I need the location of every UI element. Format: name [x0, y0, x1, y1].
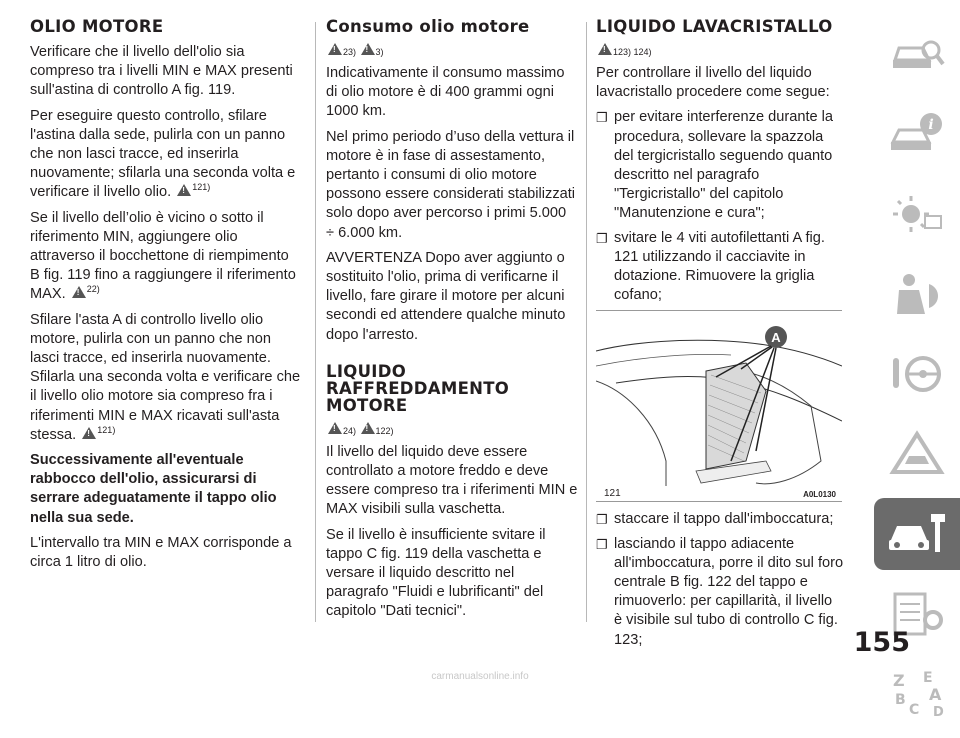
warning-icon	[72, 286, 86, 298]
warning-ref[interactable]: 24)	[343, 425, 357, 436]
paragraph: L'intervallo tra MIN e MAX corrisponde a circa 1 litro di olio.	[30, 534, 292, 571]
paragraph: Il livello del liquido deve essere controllato a motore freddo e deve essere compreso tra i riferimenti MIN e MAX visibili sulla vaschetta.	[326, 443, 578, 518]
svg-text:B: B	[895, 692, 906, 708]
list-item: ❐ lasciando il tappo adiacente all'imboccatura, porre il dito sul foro centrale B fig. 122 del tappo e rimuoverlo: per capillarità, il livello è visibile sul tubo di controllo C fig. 123;	[596, 535, 844, 650]
warning-refs	[596, 43, 844, 60]
section-heading-coolant: LIQUIDO RAFFREDDAMENTO MOTORE	[326, 361, 510, 415]
svg-text:Z: Z	[893, 671, 905, 690]
tab-info[interactable]	[874, 98, 960, 170]
watermark-text: carmanualsonline.info	[431, 671, 529, 682]
page-number: 155	[853, 627, 910, 658]
column-divider	[586, 22, 587, 622]
paragraph: Per eseguire questo controllo, sfilare l'astina dalla sede, pulirla con un panno che non lasci tracce, ed inserirla nuovamente; sfilarla una seconda volta e verificare il livello olio. ! $^{121)}$	[30, 107, 302, 203]
warning-ref[interactable]: 124)	[633, 47, 652, 57]
warning-ref[interactable]: 23)	[343, 47, 357, 57]
warning-ref[interactable]: 121)	[192, 182, 211, 193]
tab-emergency[interactable]	[874, 418, 960, 490]
tab-safety[interactable]	[874, 258, 960, 330]
section-heading-washer: LIQUIDO LAVACRISTALLO	[596, 17, 833, 36]
paragraph: Per controllare il livello del liquido lavacristallo procedere come segue:	[596, 65, 830, 101]
paragraph: Se il livello è insufficiente svitare il tappo C fig. 119 della vaschetta e versare il liquido descritto nel paragrafo "Fluidi e lubrificanti" del capitolo "Dati tecnici".	[326, 526, 546, 620]
list-item: ❐ per evitare interferenze durante la procedura, sollevare la spazzola del tergicristallo seguendo quanto descritto nel paragrafo "Tergicristallo" del capitolo "Manutenzione e cura";	[596, 108, 844, 223]
figure-121	[596, 310, 842, 502]
tab-dashboard[interactable]	[874, 178, 960, 250]
svg-text:C: C	[909, 702, 920, 718]
paragraph-bold: Successivamente all'eventuale rabbocco dell'olio, assicurarsi di serrare adeguatamente il tappo olio nella sua sede.	[30, 452, 277, 526]
list-item: ❐ svitare le 4 viti autofilettanti A fig. 121 utilizzando il cacciavite in dotazione. Rimuovere la griglia cofano;	[596, 229, 844, 306]
warning-icon	[361, 422, 375, 434]
tab-driving[interactable]	[874, 338, 960, 410]
tab-maintenance[interactable]	[874, 498, 960, 570]
paragraph: Indicativamente il consumo massimo di olio motore è di 400 grammi ogni 1000 km.	[326, 65, 565, 120]
car-info-icon	[889, 110, 945, 158]
callout-label: A	[771, 330, 781, 346]
paragraph: Nel primo periodo d’uso della vettura il motore è in fase di assestamento, pertanto i consumi di olio motore possono essere considerati stabilizzati solo dopo aver percorso i primi 5.000 ÷ 6.000 km.	[326, 128, 576, 241]
figure-code: A0L0130	[803, 490, 836, 500]
warning-ref[interactable]: 22)	[86, 284, 100, 295]
svg-text:A: A	[929, 685, 942, 704]
warning-icon	[177, 184, 191, 196]
section-heading-oil: OLIO MOTORE	[30, 17, 164, 36]
bullet-list	[596, 108, 844, 305]
paragraph: Verificare che il livello dell'olio sia compreso tra i livelli MIN e MAX presenti sull'astina di controllo A fig. 119.	[30, 44, 293, 99]
warning-icon	[328, 422, 342, 434]
section-heading-consumption: Consumo olio motore	[326, 17, 530, 36]
warning-refs	[326, 422, 578, 439]
starting-driving-icon	[889, 350, 945, 398]
warning-icon	[328, 43, 342, 55]
warning-ref[interactable]: 3)	[375, 47, 384, 57]
car-search-icon	[889, 30, 945, 78]
bullet-list	[596, 510, 844, 649]
column-oil	[30, 18, 302, 578]
warning-icon	[361, 43, 375, 55]
dashboard-lights-icon	[889, 190, 945, 238]
warning-refs	[326, 43, 578, 60]
paragraph: AVVERTENZA Dopo aver aggiunto o sostituito l'olio, prima di verificarne il livello, fare girare il motore per alcuni secondi ed attendere qualche minuto dopo l'arresto.	[326, 249, 566, 343]
list-item: ❐ staccare il tappo dall'imboccatura;	[596, 510, 844, 529]
svg-text:E: E	[923, 670, 933, 686]
airbag-safety-icon	[889, 270, 945, 318]
tab-index[interactable]	[874, 658, 960, 730]
column-oil-consumption	[326, 18, 578, 628]
column-washer	[596, 18, 844, 655]
figure-number: 121	[604, 488, 621, 500]
paragraph: Sfilare l'asta A di controllo livello olio motore, pulirla con un panno che non lasci tracce, ed inserirla nuovamente. Sfilarla una seconda volta e verificare che il livello olio motore sia compreso fra i riferimenti MIN e MAX ricavati sull'asta stessa. ! $^{121)}$	[30, 311, 302, 445]
tab-knowing-car[interactable]	[874, 18, 960, 90]
warning-ref[interactable]: 122)	[375, 425, 394, 436]
emergency-icon	[889, 430, 945, 478]
warning-ref[interactable]: 121)	[97, 425, 116, 435]
svg-text:D: D	[933, 705, 944, 718]
hood-grille-illustration	[596, 311, 842, 501]
warning-icon	[598, 43, 612, 55]
column-divider	[315, 22, 316, 622]
maintenance-icon	[887, 510, 947, 558]
warning-ref[interactable]: 123)	[613, 47, 632, 57]
paragraph: Se il livello dell’olio è vicino o sotto il riferimento MIN, aggiungere olio attraverso il bocchettone di riempimento B fig. 119 fino a raggiungere il riferimento MAX. ! $^{22)}$	[30, 209, 302, 305]
warning-icon	[82, 427, 96, 439]
svg-text:i: i	[928, 117, 934, 133]
